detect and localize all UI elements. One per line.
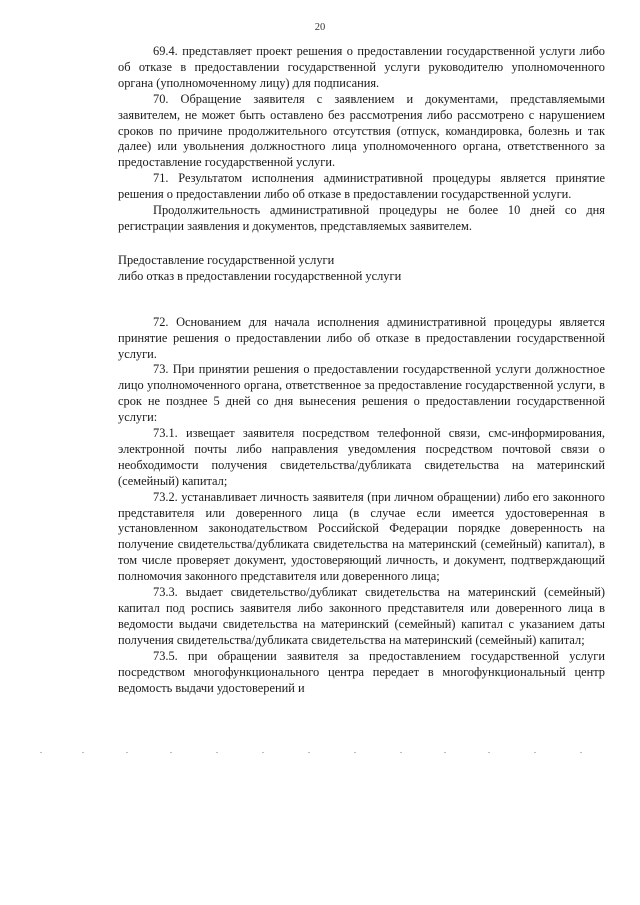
paragraph-73-5: 73.5. при обращении заявителя за предоставлением государственной услуги посредством многофункционального центра передает в многофункциональный центр ведомость выдачи удостоверений и (118, 648, 605, 695)
section-heading-line-2: либо отказ в предоставлении государственной услуги (118, 268, 402, 283)
paragraph-73-2: 73.2. устанавливает личность заявителя (при личном обращении) либо его законного представителя или доверенного лица (в случае если имеется удостоверенная в установленном законодательством Российской Федерации порядке доверенность на получение свидетельства/дубликата свидетельства на материнский (семейный) капитал), в том числе проверяет документ, удостоверяющий личность, и документ, подтверждающий полномочия законного представителя или доверенного лица; (118, 489, 605, 584)
paragraph-duration: Продолжительность административной процедуры не более 10 дней со дня регистрации заявления и документов, представляемых заявителем. (118, 203, 605, 233)
document-body (118, 44, 605, 696)
section-heading-line-1: Предоставление государственной услуги (118, 252, 335, 267)
page-number: 20 (314, 22, 326, 33)
paragraph-71: 71. Результатом исполнения административной процедуры является принятие решения о предоставлении либо об отказе в предоставлении государственной услуги. (118, 171, 605, 202)
paragraph-73: 73. При принятии решения о предоставлении государственной услуги должностное лицо уполномоченного органа, ответственное за предоставление государственной услуги, в срок не позднее 5 дней со дня вынесения решения о предоставлении государственной услуги: (118, 362, 605, 425)
paragraph-73-1: 73.1. извещает заявителя посредством телефонной связи, смс-информирования, электронной почты либо направления уведомления посредством почтовой связи о необходимости получения свидетельства/дубликата свидетельства на материнский (семейный) капитал; (118, 426, 605, 488)
paragraph-70: 70. Обращение заявителя с заявлением и документами, представляемыми заявителем, не может быть оставлено без рассмотрения либо рассмотрено с нарушением сроков по причине продолжительного отсутствия (отпуск, командировка, болезнь и так далее) или увольнения должностного лица уполномоченного органа, ответственного за предоставление государственной услуги. (118, 91, 605, 170)
paragraph-73-3: 73.3. выдает свидетельство/дубликат свидетельства на материнский (семейный) капитал под роспись заявителя либо законного представителя или доверенного лица в ведомости выдачи свидетельства на материнский (семейный) капитал с указанием даты получения свидетельства/дубликата свидетельства на материнский (семейный) капитал; (118, 585, 605, 647)
scan-artifacts (40, 752, 600, 756)
paragraph-72: 72. Основанием для начала исполнения административной процедуры является принятие решения о предоставлении либо об отказе в предоставлении государственной услуги. (118, 314, 605, 361)
paragraph-69-4: 69.4. представляет проект решения о предоставлении государственной услуги либо об отказе в предоставлении государственной услуги руководителю уполномоченного органа (уполномоченному лицу) для подписания. (118, 44, 605, 90)
